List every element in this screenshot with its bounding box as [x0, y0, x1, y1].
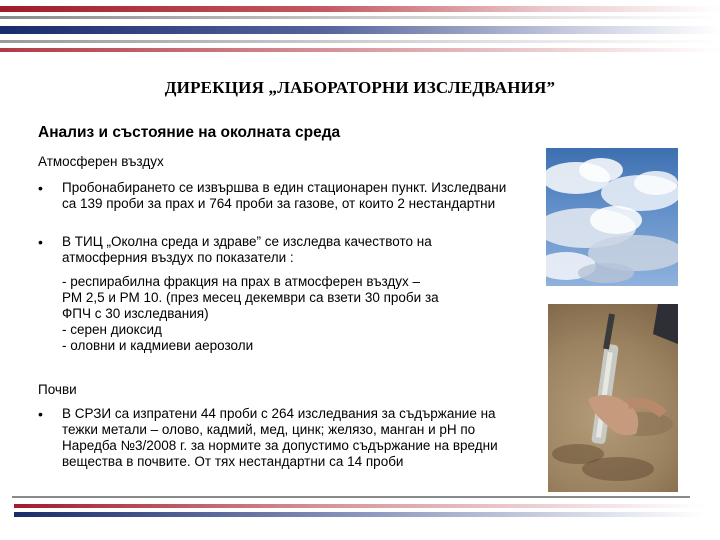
- soil-sampling-photo: [548, 304, 678, 492]
- air-indicators: [62, 274, 522, 354]
- header-stripe-red: [0, 6, 720, 12]
- header-stripe-gray: [0, 16, 720, 19]
- soil-bullet-1-text: В СРЗИ са изпратени 44 проби с 264 изследвания за съдържание на тежки метали – олово, кадмий, мед, цинк; желязо, манган и рН по Наредба №3/2008 г. за нормите за допустимо съдържание на вредни вещества в почвите. От тях нестандартни са 14 проби: [62, 406, 498, 469]
- slide-title: ДИРЕКЦИЯ „ЛАБОРАТОРНИ ИЗСЛЕДВАНИЯ”: [164, 78, 556, 97]
- header-stripe-gray-2: [0, 40, 720, 43]
- soil-probe-illustration: [548, 304, 678, 492]
- air-bullet-2: [38, 234, 518, 266]
- air-section-label: Атмосферен въздух: [38, 154, 164, 169]
- indicator-line: - серен диоксид: [62, 322, 162, 337]
- air-bullet-2-text: В ТИЦ „Околна среда и здраве” се изследва качеството на атмосферния въздух по показатели :: [62, 234, 432, 265]
- bullet-icon: •: [38, 180, 43, 196]
- soil-bullet-1: [38, 406, 518, 470]
- footer-stripe-red: [14, 504, 704, 508]
- footer-rule: [12, 496, 690, 498]
- footer-decoration: [0, 504, 720, 520]
- clouds-illustration: [546, 148, 678, 286]
- bullet-icon: •: [38, 406, 43, 422]
- air-bullet-1: [38, 180, 518, 212]
- header-decoration: [0, 0, 720, 62]
- header-stripe-navy: [0, 26, 720, 34]
- section-subtitle: Анализ и състояние на околната среда: [38, 124, 341, 141]
- header-stripe-red-2: [0, 48, 720, 52]
- footer-stripe-navy: [14, 512, 704, 517]
- indicator-line: - респирабилна фракция на прах в атмосферен въздух –: [62, 274, 421, 289]
- soil-section-label: Почви: [38, 382, 77, 397]
- indicator-line: - оловни и кадмиеви аерозоли: [62, 338, 254, 353]
- bullet-icon: •: [38, 234, 43, 250]
- indicator-line: РМ 2,5 и РМ 10. (през месец декември са взети 30 проби за: [62, 290, 439, 305]
- air-bullet-1-text: Пробонабирането се извършва в един стационарен пункт. Изследвани са 139 проби за прах и 764 проби за газове, от които 2 нестандартни: [62, 180, 507, 211]
- indicator-line: ФПЧ с 30 изследвания): [62, 306, 209, 321]
- sky-clouds-photo: [546, 148, 678, 286]
